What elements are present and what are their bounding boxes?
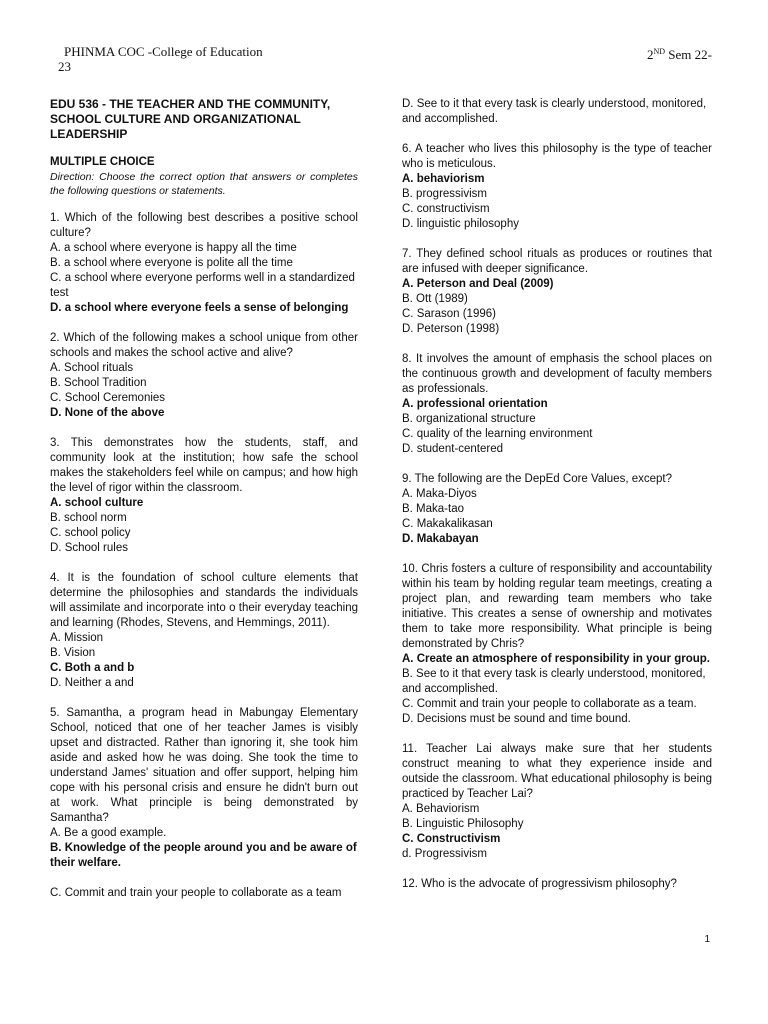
question-item — [402, 142, 712, 232]
answer-option: A. Behaviorism — [402, 803, 480, 815]
header-semester-number: 2 — [646, 47, 654, 62]
left-question-list — [50, 211, 358, 901]
directions-text: Direction: Choose the correct option that answers or completes the following questions or statements. — [50, 171, 358, 197]
answer-option: C. School Ceremonies — [50, 392, 166, 404]
answer-option-correct: A. Create an atmosphere of responsibility in your group. — [402, 653, 710, 665]
answer-option-correct: D. Makabayan — [402, 533, 479, 545]
question-item — [402, 247, 712, 337]
answer-option: C. Makakalikasan — [402, 518, 493, 530]
question-item — [402, 97, 712, 127]
question-item — [50, 436, 358, 556]
answer-option-correct: D. a school where everyone feels a sense of belonging — [50, 302, 349, 314]
answer-option-correct: D. None of the above — [50, 407, 165, 419]
answer-option — [50, 871, 358, 886]
question-item — [50, 211, 358, 316]
answer-option: B. progressivism — [402, 188, 487, 200]
answer-option: D. Decisions must be sound and time bound. — [402, 713, 631, 725]
question-item — [402, 742, 712, 862]
question-stem: 2. Which of the following makes a school unique from other schools and makes the school active and alive? — [50, 332, 358, 359]
header-semester-superscript: ND — [653, 47, 666, 56]
answer-option: B. Maka-tao — [402, 503, 464, 515]
question-stem: 10. Chris fosters a culture of responsibility and accountability within his team by holding regular team meetings, creating a project plan, and rewarding team members who take initiative. This creates a sense of ownership and motivates them to take more responsibility. What principle is being demonstrated by Chris? — [402, 563, 712, 650]
answer-option: A. School rituals — [50, 362, 134, 374]
answer-option-correct: C. Constructivism — [402, 833, 501, 845]
answer-option: B. See to it that every task is clearly understood, monitored, and accomplished. — [402, 668, 706, 695]
header-semester-continuation: 23 — [58, 59, 71, 74]
question-stem: 5. Samantha, a program head in Mabungay Elementary School, noticed that one of her teacher James is visibly upset and distracted. Rather than ignoring it, she took him aside and asked how he was doing. She took the time to understand James' situation and offer support, helping him cope with his personal crisis and ensure he didn't burn out at work. What principle is being demonstrated by Samantha? — [50, 707, 358, 824]
question-stem: 6. A teacher who lives this philosophy is the type of teacher who is meticulous. — [402, 143, 712, 170]
answer-option: D. linguistic philosophy — [402, 218, 519, 230]
answer-option: D. See to it that every task is clearly understood, monitored, and accomplished. — [402, 98, 707, 125]
answer-option-correct: A. Peterson and Deal (2009) — [402, 278, 554, 290]
answer-option: A. Be a good example. — [50, 827, 167, 839]
question-stem: 12. Who is the advocate of progressivism philosophy? — [402, 878, 677, 890]
answer-option: A. a school where everyone is happy all the time — [50, 242, 297, 254]
answer-option: B. a school where everyone is polite all the time — [50, 257, 293, 269]
question-item — [50, 706, 358, 901]
question-item — [402, 352, 712, 457]
section-heading: MULTIPLE CHOICE — [50, 156, 155, 168]
question-stem: 1. Which of the following best describes a positive school culture? — [50, 212, 358, 239]
left-column — [50, 97, 358, 916]
answer-option: A. Maka-Diyos — [402, 488, 477, 500]
answer-option-correct: A. school culture — [50, 497, 144, 509]
question-stem: 3. This demonstrates how the students, staff, and community look at the institution; how safe the school makes the stakeholders feel while on campus; and how high the level of rigor within the classroom. — [50, 437, 358, 494]
answer-option: B. Linguistic Philosophy — [402, 818, 524, 830]
answer-option: B. Ott (1989) — [402, 293, 468, 305]
answer-option-correct: A. behaviorism — [402, 173, 485, 185]
right-question-list — [402, 97, 712, 892]
answer-option: B. school norm — [50, 512, 127, 524]
question-stem: 4. It is the foundation of school culture elements that determine the philosophies and standards the individuals will assimilate and incorporate into o their everyday teaching and learning (Rhodes, Stevens, and Hemmings, 2011). — [50, 572, 358, 629]
answer-option: d. Progressivism — [402, 848, 487, 860]
answer-option-correct: A. professional orientation — [402, 398, 548, 410]
header-semester — [647, 44, 712, 62]
document-title: EDU 536 - THE TEACHER AND THE COMMUNITY, SCHOOL CULTURE AND ORGANIZATIONAL LEADERSHIP — [50, 97, 331, 141]
answer-option: A. Mission — [50, 632, 104, 644]
answer-option: B. Vision — [50, 647, 96, 659]
question-stem: 7. They defined school rituals as produces or routines that are infused with deeper significance. — [402, 248, 712, 275]
question-item — [50, 331, 358, 421]
answer-option: C. Commit and train your people to collaborate as a team — [50, 887, 342, 899]
answer-option: C. Commit and train your people to collaborate as a team. — [402, 698, 697, 710]
answer-option: C. school policy — [50, 527, 131, 539]
question-stem: 11. Teacher Lai always make sure that her students construct meaning to what they experience inside and outside the classroom. What educational philosophy is being practiced by Teacher Lai? — [402, 743, 712, 800]
question-item — [402, 562, 712, 727]
question-item — [402, 472, 712, 547]
right-column — [402, 97, 712, 907]
answer-option: C. constructivism — [402, 203, 490, 215]
question-item — [402, 877, 712, 892]
answer-option: D. Peterson (1998) — [402, 323, 500, 335]
question-stem: 9. The following are the DepEd Core Values, except? — [402, 473, 672, 485]
answer-option-correct: C. Both a and b — [50, 662, 135, 674]
answer-option-correct: B. Knowledge of the people around you and be aware of their welfare. — [50, 842, 357, 869]
question-item — [50, 571, 358, 691]
header-institution: PHINMA COC -College of Education — [64, 44, 263, 59]
answer-option: C. Sarason (1996) — [402, 308, 496, 320]
answer-option: B. organizational structure — [402, 413, 536, 425]
answer-option: C. a school where everyone performs well in a standardized test — [50, 272, 355, 299]
question-stem: 8. It involves the amount of emphasis the school places on the continuous growth and development of faculty members as professionals. — [402, 353, 712, 395]
answer-option: D. Neither a and — [50, 677, 134, 689]
answer-option: D. School rules — [50, 542, 128, 554]
answer-option: D. student-centered — [402, 443, 504, 455]
page-number: 1 — [704, 934, 710, 945]
answer-option: B. School Tradition — [50, 377, 147, 389]
header-semester-text: Sem 22- — [665, 47, 712, 62]
answer-option: C. quality of the learning environment — [402, 428, 593, 440]
